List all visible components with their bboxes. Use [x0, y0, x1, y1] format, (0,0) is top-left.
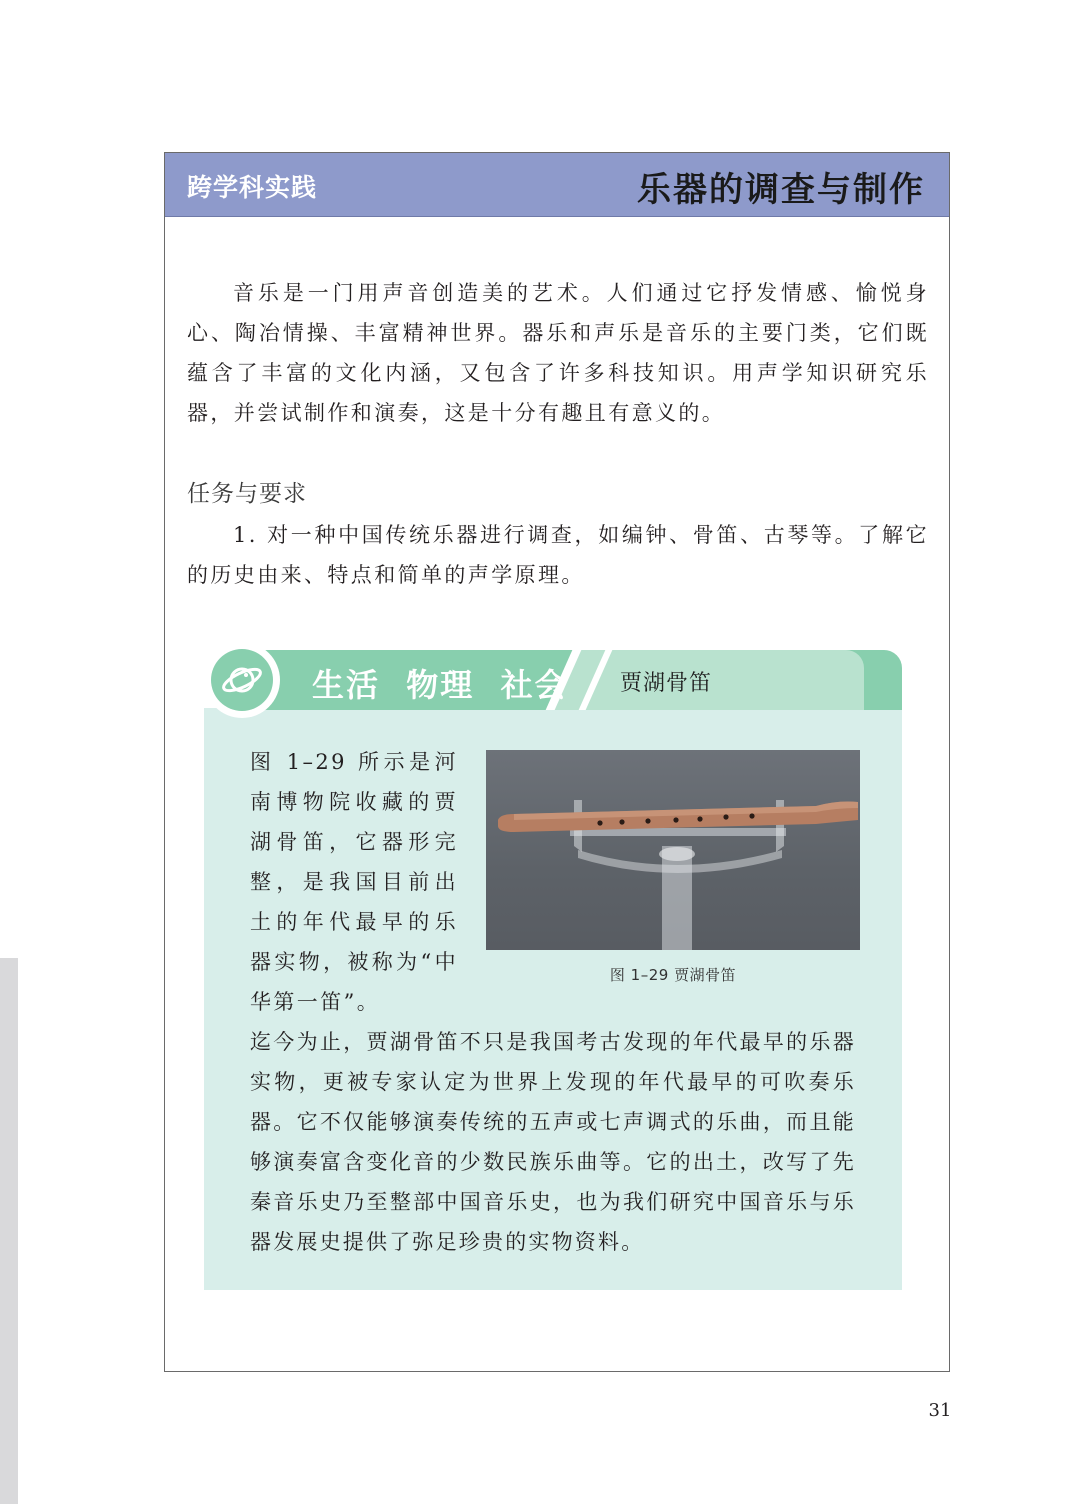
planet-icon [211, 649, 273, 711]
figure-caption: 图 1–29 贾湖骨笛 [609, 966, 737, 984]
page-number: 31 [928, 1400, 952, 1421]
header-bar [165, 153, 949, 217]
figure-description: 图 1–29 所示是河南博物院收藏的贾湖骨笛，它器形完整，是我国目前出土的年代最早的乐器实物，被称为“中华第一笛”。 [250, 750, 458, 1014]
page-title: 乐器的调查与制作 [637, 170, 925, 210]
banner-badge [204, 642, 280, 718]
tasks-heading: 任务与要求 [187, 481, 307, 507]
info-banner-subtitle: 贾湖骨笛 [620, 671, 713, 696]
bone-flute-photo [486, 750, 860, 950]
side-strip [0, 958, 18, 1504]
info-box [204, 650, 902, 1290]
task-item-1: 1. 对一种中国传统乐器进行调查，如编钟、骨笛、古琴等。了解它的历史由来、特点和简单的声学原理。 [187, 523, 929, 587]
intro-paragraph: 音乐是一门用声音创造美的艺术。人们通过它抒发情感、愉悦身心、陶冶情操、丰富精神世界。器乐和声乐是音乐的主要门类，它们既蕴含了丰富的文化内涵，又包含了许多科技知识。用声学知识研究乐器，并尝试制作和演奏，这是十分有趣且有意义的。 [187, 281, 929, 425]
info-body-text: 迄今为止，贾湖骨笛不只是我国考古发现的年代最早的乐器实物，更被专家认定为世界上发现的年代最早的可吹奏乐器。它不仅能够演奏传统的五声或七声调式的乐曲，而且能够演奏富含变化音的少数民族乐曲等。它的出土，改写了先秦音乐史乃至整部中国音乐史，也为我们研究中国音乐与乐器发展史提供了弥足珍贵的实物资料。 [250, 1030, 856, 1254]
section-category: 跨学科实践 [187, 173, 318, 202]
info-banner-title: 生活 物理 社会 [312, 666, 569, 704]
